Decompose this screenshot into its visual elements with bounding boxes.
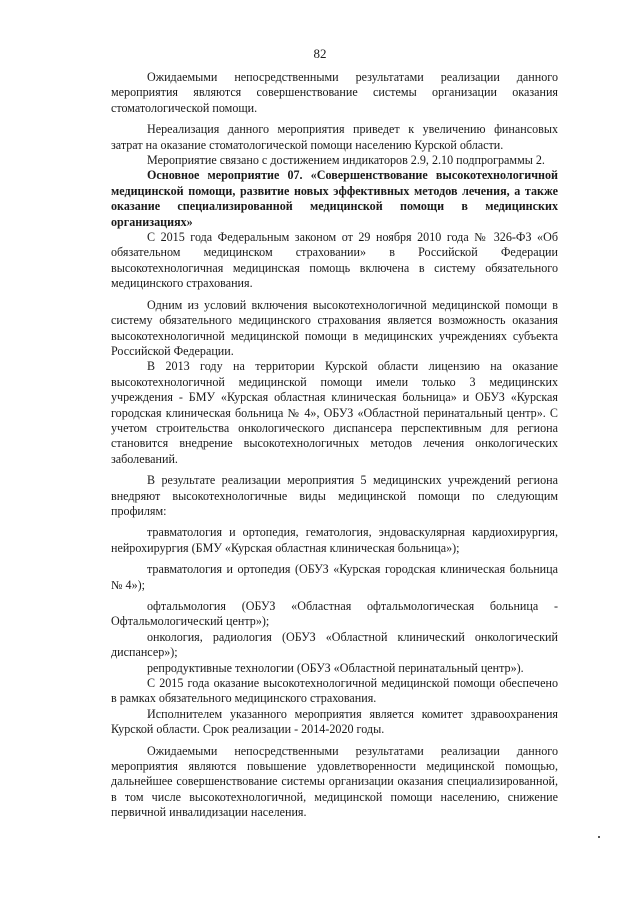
paragraph-2013-licenses: В 2013 году на территории Курской области лицензию на оказание высокотехнологичной медицинской помощи имели только 3 медицинских учреждения - БМУ «Курская областная клиническая больница» и ОБУЗ «Курская городская клиническая больница № 4», ОБУЗ «Областной перинатальный центр». С учетом строительства онкологического диспансера перспективным для региона становится внедрение высокотехнологичных методов лечения онкологических заболеваний.	[111, 359, 558, 466]
list-item-profile-oncology: онкология, радиология (ОБУЗ «Областной клинический онкологический диспансер»);	[111, 629, 558, 660]
scan-speck	[598, 836, 600, 838]
list-item-profile-ophthalmology: офтальмология (ОБУЗ «Областная офтальмологическая больница - Офтальмологический центр»);	[111, 599, 558, 629]
paragraph-2015-oms: С 2015 года оказание высокотехнологичной медицинской помощи обеспечено в рамках обязательного медицинского страхования.	[111, 676, 558, 706]
list-item-profile-reproductive: репродуктивные технологии (ОБУЗ «Областной перинатальный центр»).	[147, 660, 524, 675]
paragraph-final-results: Ожидаемыми непосредственными результатами реализации данного мероприятия являются повышение удовлетворенности медицинской помощью, дальнейшее совершенствование системы организации оказания специализированной, в том числе высокотехнологичной, медицинской помощи населению, снижение первичной инвалидизации населения.	[111, 743, 558, 820]
paragraph-expected-results: Ожидаемыми непосредственными результатами реализации данного мероприятия являются совершенствование системы организации оказания стоматологической помощи.	[111, 70, 558, 115]
paragraph-executor: Исполнителем указанного мероприятия является комитет здравоохранения Курской области. Срок реализации - 2014-2020 годы.	[111, 706, 558, 737]
section-heading: Основное мероприятие 07. «Совершенствование высокотехнологичной медицинской помощи, развитие новых эффективных методов лечения, а также оказание специализированной медицинской помощи в медицинских организациях»	[111, 168, 558, 229]
paragraph-conditions: Одним из условий включения высокотехнологичной медицинской помощи в систему обязательного медицинского страхования является возможность оказания высокотехнологичной медицинской помощи в медицинских учреждениях субъекта Российской Федерации.	[111, 297, 558, 358]
paragraph-federal-law: С 2015 года Федеральным законом от 29 ноября 2010 года № 326-ФЗ «Об обязательном медицинском страховании» в Российской Федерации высокотехнологичная медицинская помощь включена в систему обязательного медицинского страхования.	[111, 230, 558, 291]
paragraph-non-implementation: Нереализация данного мероприятия приведет к увеличению финансовых затрат на оказание стоматологической помощи населению Курской области.	[111, 122, 558, 152]
paragraph-profiles-intro: В результате реализации мероприятия 5 медицинских учреждений региона внедряют высокотехнологичные виды медицинской помощи по следующим профилям:	[111, 473, 558, 518]
paragraph-indicators: Мероприятие связано с достижением индикаторов 2.9, 2.10 подпрограммы 2.	[147, 153, 545, 168]
document-body	[111, 70, 558, 821]
page-number: 82	[313, 46, 327, 61]
list-item-profile-bmu: травматология и ортопедия, гематология, эндоваскулярная кардиохирургия, нейрохирургия (БМУ «Курская областная клиническая больница»);	[111, 525, 558, 555]
list-item-profile-city-hospital: травматология и ортопедия (ОБУЗ «Курская городская клиническая больница № 4»);	[111, 562, 558, 592]
